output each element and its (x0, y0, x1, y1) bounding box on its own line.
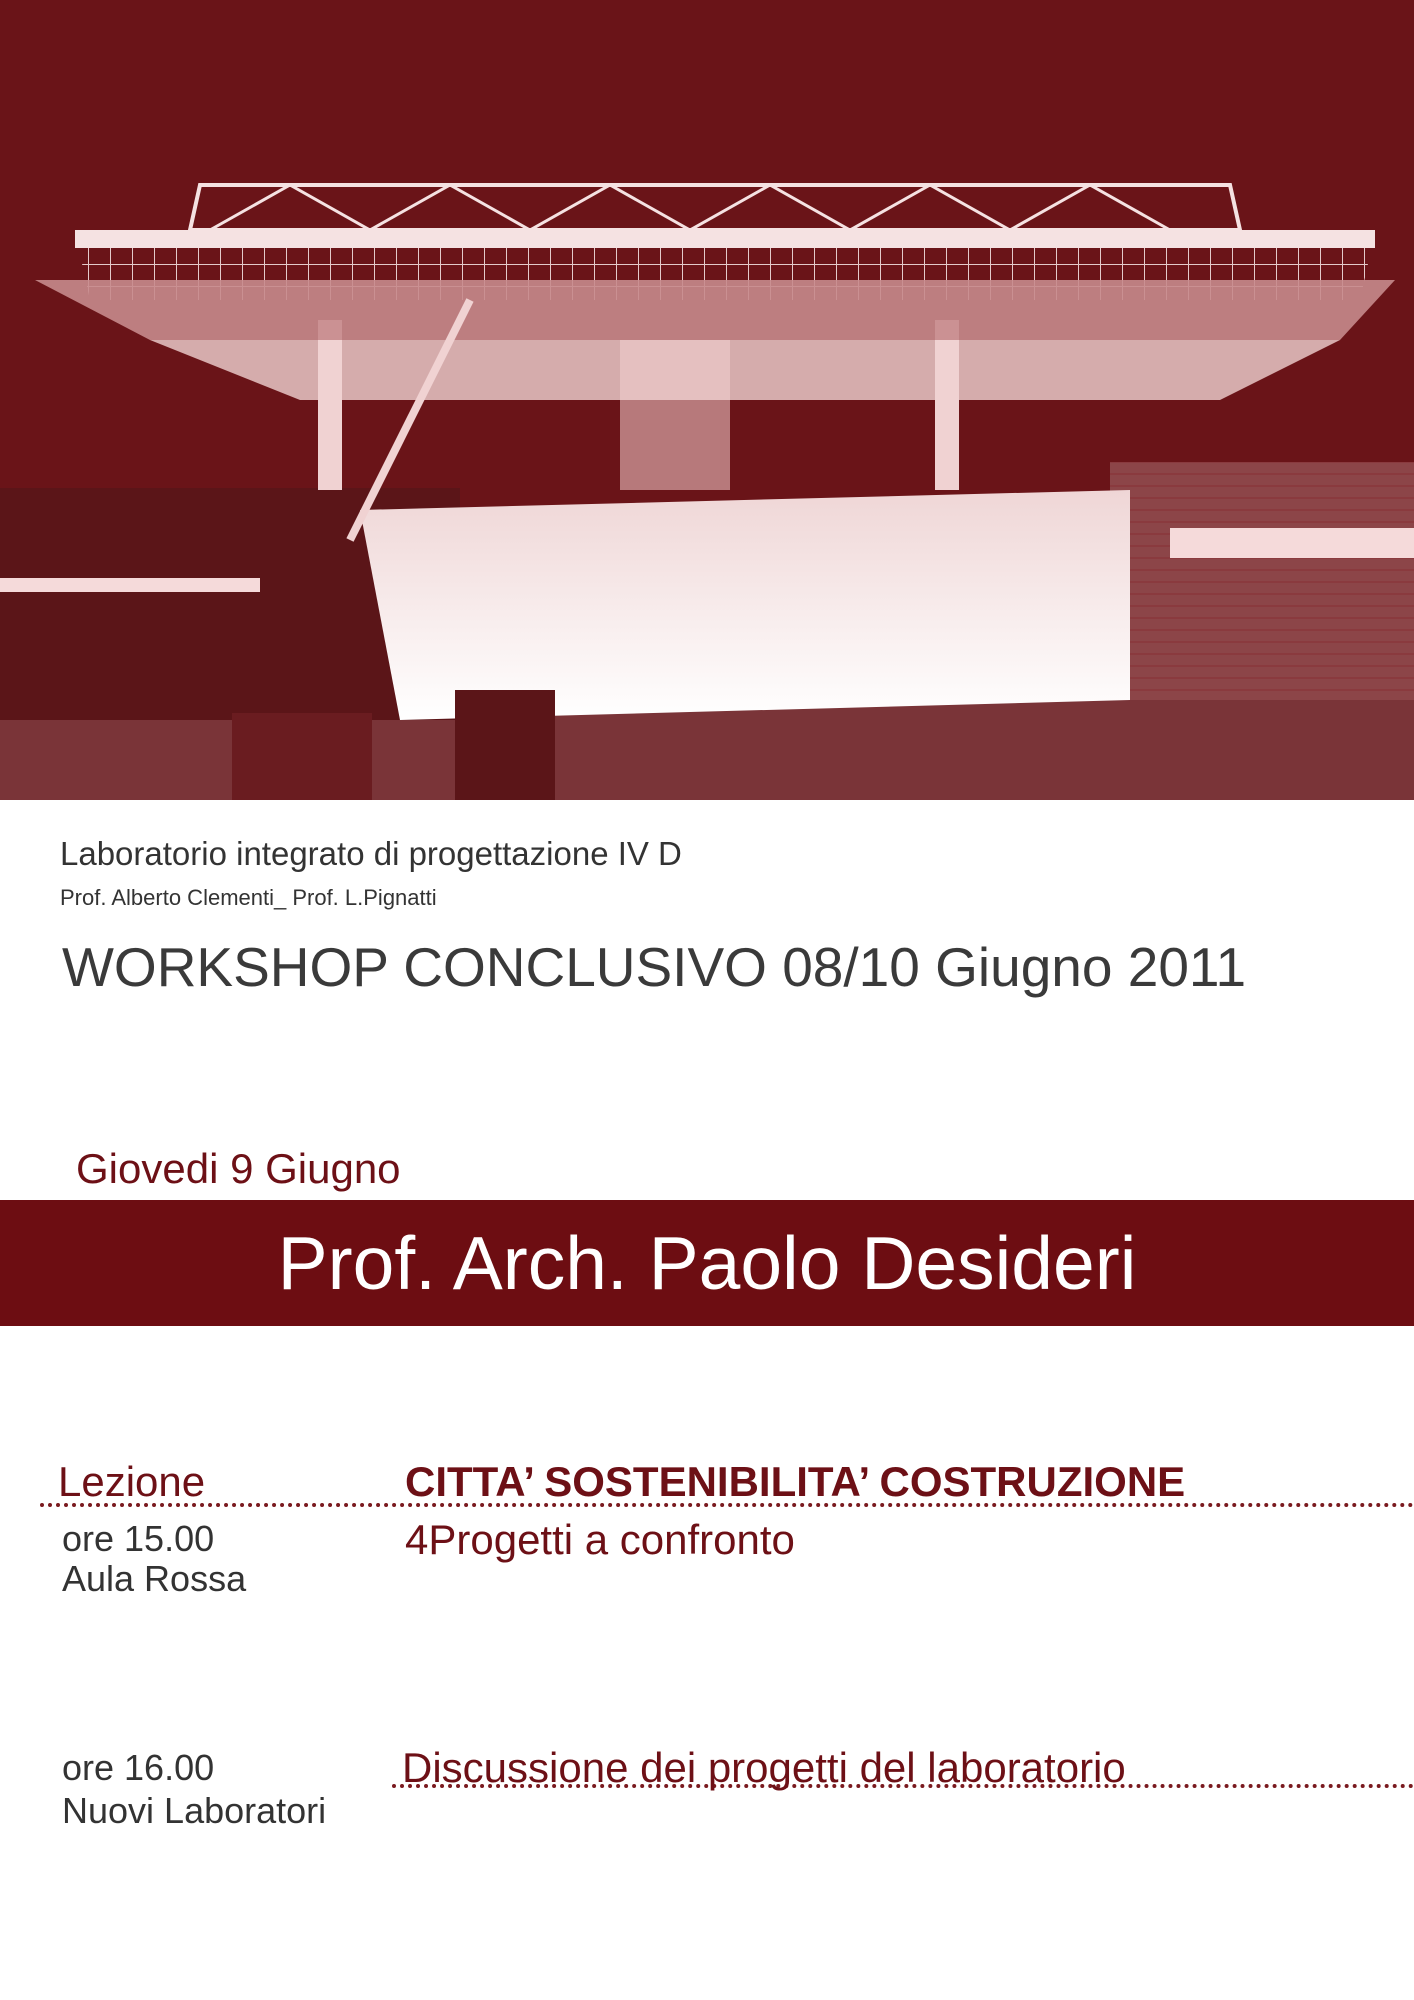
event-date: Giovedi 9 Giugno (76, 1145, 401, 1192)
schedule-room: Nuovi Laboratori (62, 1790, 327, 1831)
lecture-label: Lezione (58, 1458, 206, 1505)
professors-line: Prof. Alberto Clementi_ Prof. L.Pignatti (60, 885, 437, 910)
lecture-title: CITTA’ SOSTENIBILITA’ COSTRUZIONE (405, 1458, 1186, 1505)
speaker-name: Prof. Arch. Paolo Desideri (277, 1221, 1137, 1305)
course-title: Laboratorio integrato di progettazione IV D (60, 835, 682, 872)
workshop-title: WORKSHOP CONCLUSIVO 08/10 Giugno 2011 (62, 936, 1247, 998)
schedule-description: 4Progetti a confronto (405, 1516, 795, 1563)
speaker-banner (0, 1200, 1414, 1326)
schedule-description: Discussione dei progetti del laboratorio (402, 1744, 1126, 1791)
schedule-time: ore 15.00 (62, 1518, 215, 1559)
schedule-room: Aula Rossa (62, 1558, 247, 1599)
schedule-time: ore 16.00 (62, 1747, 215, 1788)
hero-photo (0, 0, 1414, 800)
